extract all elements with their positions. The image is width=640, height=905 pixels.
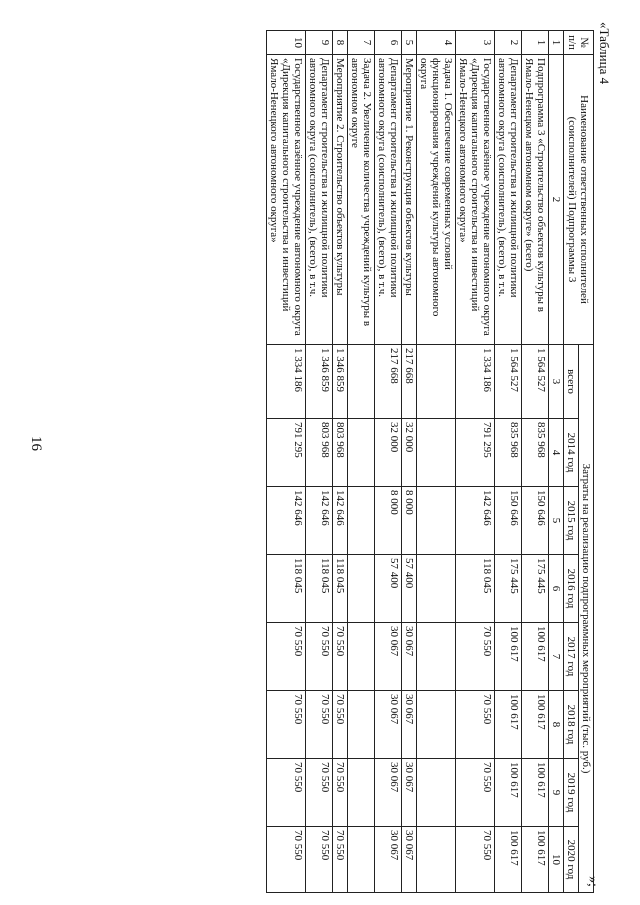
row-no: 8 [333, 31, 348, 55]
row-name: Государственное казённое учреждение автономного округа «Дирекция капитального строительства и инвестиций Ямало-Ненецкого автономного округа» [456, 55, 495, 345]
cell-value: 70 550 [333, 623, 348, 691]
cell-value: 70 550 [267, 623, 306, 691]
header-name: Наименование ответственных исполнителей (соисполнителей) Подпрограммы 3 [564, 55, 594, 345]
table-row [267, 31, 306, 893]
cell-value: 70 550 [333, 759, 348, 827]
column-numbers-row [549, 31, 564, 893]
table-row [417, 31, 456, 893]
row-name: Задача 2. Увеличение количества учреждений культуры в автономном округе [348, 55, 375, 345]
cell-value: 803 968 [333, 419, 348, 487]
row-no: 9 [306, 31, 333, 55]
row-no: 5 [402, 31, 417, 55]
cell-value: 835 968 [495, 419, 522, 487]
cell-value [417, 487, 456, 555]
cell-value: 30 067 [402, 759, 417, 827]
col-number: 1 [549, 31, 564, 55]
cell-value: 100 617 [495, 759, 522, 827]
header-year: 2018 год [564, 691, 579, 759]
cell-value: 70 550 [306, 623, 333, 691]
cell-value [348, 419, 375, 487]
col-number: 2 [549, 55, 564, 345]
row-no: 2 [495, 31, 522, 55]
cell-value: 70 550 [306, 691, 333, 759]
col-number: 7 [549, 623, 564, 691]
cell-value: 100 617 [495, 623, 522, 691]
cell-value [348, 691, 375, 759]
table-header [549, 31, 594, 893]
cell-total: 1 334 186 [456, 345, 495, 419]
cell-value: 30 067 [375, 623, 402, 691]
cell-value: 70 550 [456, 691, 495, 759]
cell-value: 803 968 [306, 419, 333, 487]
cell-value: 70 550 [333, 691, 348, 759]
cell-value: 118 045 [333, 555, 348, 623]
cell-value: 32 000 [402, 419, 417, 487]
table-row [348, 31, 375, 893]
header-year: 2014 год [564, 419, 579, 487]
row-name: Департамент строительства и жилищной политики автономного округа (соисполнитель), (всего), в т.ч. [306, 55, 333, 345]
row-name: Департамент строительства и жилищной политики автономного округа (соисполнитель), (всего), в т.ч. [495, 55, 522, 345]
cell-value: 100 617 [495, 827, 522, 893]
cell-value: 32 000 [375, 419, 402, 487]
row-name: Государственное казённое учреждение автономного округа «Дирекция капитального строительства и инвестиций Ямало-Ненецкого автономного округа» [267, 55, 306, 345]
row-no: 4 [417, 31, 456, 55]
page-number: 16 [28, 436, 44, 451]
cell-value: 70 550 [267, 827, 306, 893]
col-number: 5 [549, 487, 564, 555]
cell-value: 142 646 [267, 487, 306, 555]
cell-total: 1 346 859 [306, 345, 333, 419]
cell-value [417, 691, 456, 759]
closing-quote: »; [585, 876, 600, 887]
cell-value [348, 487, 375, 555]
cell-total: 217 668 [402, 345, 417, 419]
cell-value: 70 550 [267, 691, 306, 759]
cell-value: 118 045 [456, 555, 495, 623]
cell-value: 100 617 [522, 691, 549, 759]
cell-value: 30 067 [375, 759, 402, 827]
cell-value: 30 067 [375, 827, 402, 893]
cell-value: 70 550 [306, 827, 333, 893]
cell-value: 835 968 [522, 419, 549, 487]
cell-total [417, 345, 456, 419]
header-costs: Затраты на реализацию подпрограммных мероприятий (тыс. руб.) [579, 345, 594, 893]
cell-value: 30 067 [402, 623, 417, 691]
header-no: № п/п [564, 31, 594, 55]
cell-value: 70 550 [456, 827, 495, 893]
row-no: 10 [267, 31, 306, 55]
header-year: 2016 год [564, 555, 579, 623]
table-body [267, 31, 549, 893]
row-no: 7 [348, 31, 375, 55]
row-name: Мероприятие 2. Строительство объектов культуры [333, 55, 348, 345]
cell-value [348, 759, 375, 827]
cell-value: 142 646 [456, 487, 495, 555]
cell-value: 100 617 [522, 827, 549, 893]
table-row [333, 31, 348, 893]
cell-value: 175 445 [495, 555, 522, 623]
table-caption: «Таблица 4 [597, 22, 612, 85]
cell-value [417, 555, 456, 623]
header-year: 2020 год [564, 827, 579, 893]
cell-value: 142 646 [333, 487, 348, 555]
cell-total: 217 668 [375, 345, 402, 419]
table-row [306, 31, 333, 893]
cell-value: 30 067 [402, 691, 417, 759]
row-name: Департамент строительства и жилищной политики автономного округа (соисполнитель), (всего), в т.ч. [375, 55, 402, 345]
table-row [456, 31, 495, 893]
table-row [375, 31, 402, 893]
col-number: 6 [549, 555, 564, 623]
header-year: 2019 год [564, 759, 579, 827]
cell-value: 8 000 [375, 487, 402, 555]
col-number: 9 [549, 759, 564, 827]
row-name: Подпрограмма 3 «Строительство объектов культуры в Ямало-Ненецком автономном округе» (всего) [522, 55, 549, 345]
cell-value: 100 617 [522, 623, 549, 691]
table-row [495, 31, 522, 893]
cell-value: 142 646 [306, 487, 333, 555]
cell-value: 118 045 [267, 555, 306, 623]
cell-value [417, 623, 456, 691]
header-total: всего [564, 345, 579, 419]
cell-value [417, 827, 456, 893]
cell-value [348, 827, 375, 893]
cell-value [417, 419, 456, 487]
rotated-table-container [266, 30, 594, 892]
cell-value: 57 400 [375, 555, 402, 623]
row-no: 3 [456, 31, 495, 55]
col-number: 8 [549, 691, 564, 759]
cell-value: 791 295 [456, 419, 495, 487]
cell-value: 30 067 [402, 827, 417, 893]
header-year: 2015 год [564, 487, 579, 555]
cell-value: 30 067 [375, 691, 402, 759]
table-row [522, 31, 549, 893]
cell-value: 57 400 [402, 555, 417, 623]
cell-value: 70 550 [306, 759, 333, 827]
col-number: 3 [549, 345, 564, 419]
col-number: 10 [549, 827, 564, 893]
cell-value: 100 617 [522, 759, 549, 827]
costs-table [266, 30, 594, 893]
cell-value: 70 550 [456, 759, 495, 827]
row-no: 6 [375, 31, 402, 55]
cell-total: 1 334 186 [267, 345, 306, 419]
cell-value: 791 295 [267, 419, 306, 487]
cell-value: 175 445 [522, 555, 549, 623]
cell-total: 1 564 527 [495, 345, 522, 419]
cell-value: 118 045 [306, 555, 333, 623]
cell-value: 8 000 [402, 487, 417, 555]
cell-value: 70 550 [333, 827, 348, 893]
cell-value [348, 623, 375, 691]
table-row [402, 31, 417, 893]
row-name: Мероприятие 1. Реконструкция объектов культуры [402, 55, 417, 345]
cell-total: 1 564 527 [522, 345, 549, 419]
header-year: 2017 год [564, 623, 579, 691]
cell-total: 1 346 859 [333, 345, 348, 419]
cell-value: 100 617 [495, 691, 522, 759]
cell-value: 70 550 [456, 623, 495, 691]
cell-value: 70 550 [267, 759, 306, 827]
col-number: 4 [549, 419, 564, 487]
cell-value: 150 646 [495, 487, 522, 555]
cell-total [348, 345, 375, 419]
cell-value [417, 759, 456, 827]
row-name: Задача 1. Обеспечение современных условий функционирования учреждений культуры автономного округа [417, 55, 456, 345]
row-no: 1 [522, 31, 549, 55]
cell-value: 150 646 [522, 487, 549, 555]
cell-value [348, 555, 375, 623]
